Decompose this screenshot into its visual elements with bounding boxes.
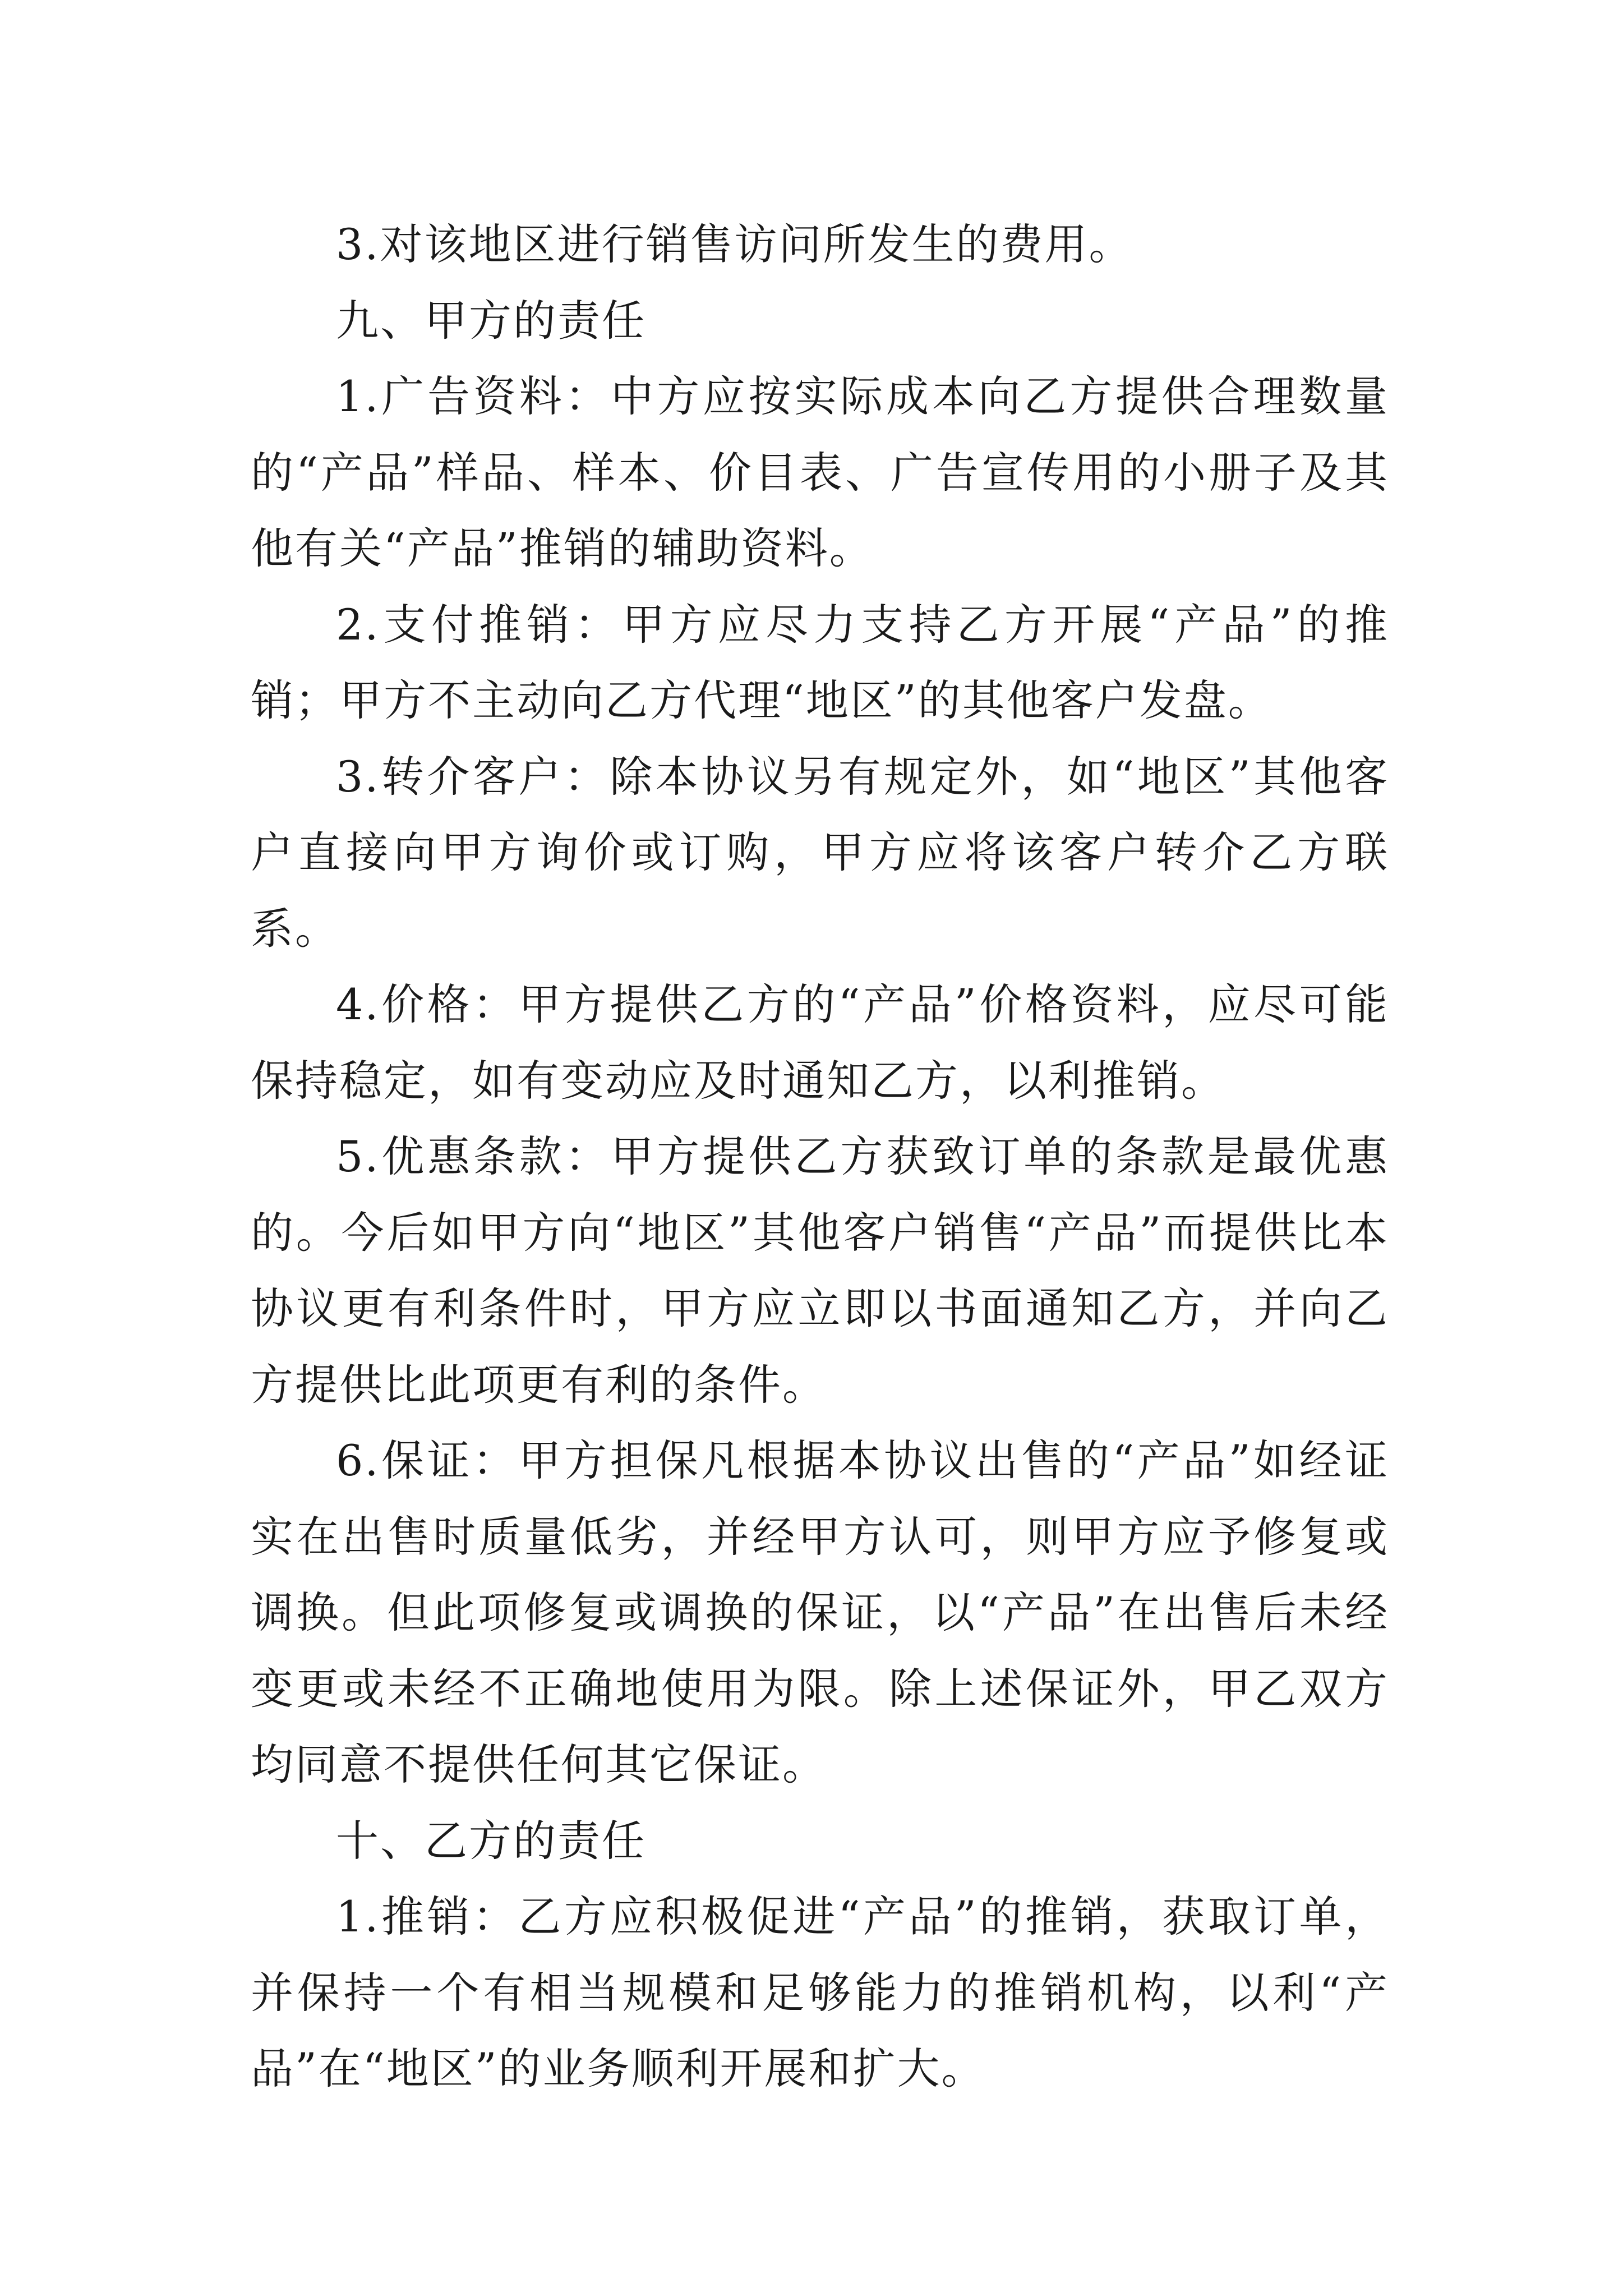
- paragraph-preferential-terms: 5.优惠条款：甲方提供乙方获致订单的条款是最优惠的。今后如甲方向“地区”其他客户销售“产品”而提供比本协议更有利条件时，甲方应立即以书面通知乙方，并向乙方提供比此项更有利的条件。: [251, 1131, 1389, 1410]
- paragraph-promotion: 1.推销：乙方应积极促进“产品”的推销，获取订单，并保持一个有相当规模和足够能力的推销机构，以利“产品”在“地区”的业务顺利开展和扩大。: [251, 1892, 1389, 2093]
- paragraph-guarantee: 6.保证：甲方担保凡根据本协议出售的“产品”如经证实在出售时质量低劣，并经甲方认可，则甲方应予修复或调换。但此项修复或调换的保证，以“产品”在出售后未经变更或未经不正确地使用为限。除上述保证外，甲乙双方均同意不提供任何其它保证。: [251, 1435, 1389, 1789]
- paragraph-customer-referral: 3.转介客户：除本协议另有规定外，如“地区”其他客户直接向甲方询价或订购，甲方应将该客户转介乙方联系。: [251, 751, 1389, 954]
- paragraph-advertising-materials: 1.广告资料：中方应按实际成本向乙方提供合理数量的“产品”样品、样本、价目表、广告宣传用的小册子及其他有关“产品”推销的辅助资料。: [251, 371, 1389, 573]
- section-heading-party-b-duties: 十、乙方的责任: [336, 1815, 646, 1866]
- paragraph-item-3-expenses: 3.对该地区进行销售访问所发生的费用。: [336, 219, 1133, 269]
- paragraph-price: 4.价格：甲方提供乙方的“产品”价格资料，应尽可能保持稳定，如有变动应及时通知乙方，以利推销。: [251, 979, 1389, 1106]
- paragraph-promotion-support: 2.支付推销：甲方应尽力支持乙方开展“产品”的推销；甲方不主动向乙方代理“地区”的其他客户发盘。: [251, 599, 1389, 725]
- document-body: [251, 206, 1389, 2107]
- section-heading-party-a-duties: 九、甲方的责任: [336, 295, 646, 346]
